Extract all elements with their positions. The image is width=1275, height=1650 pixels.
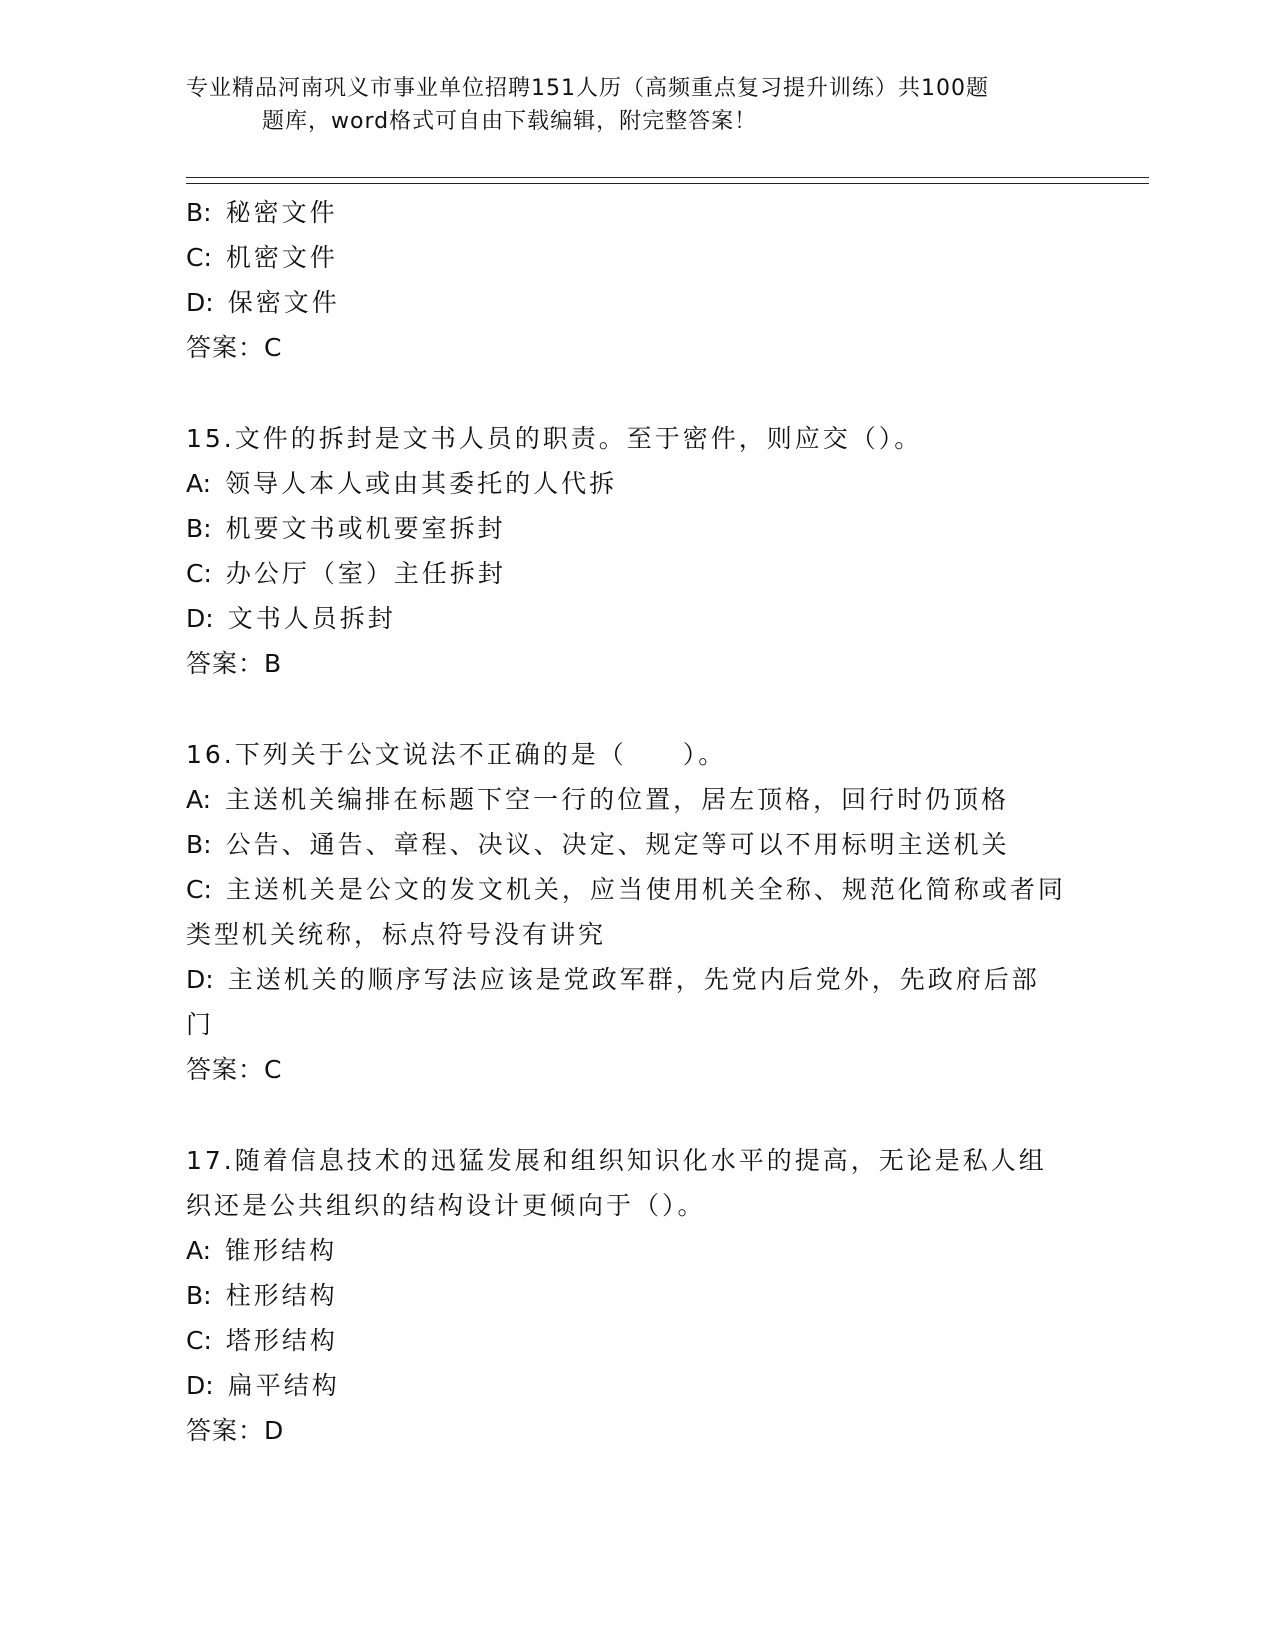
option-d: D: 文书人员拆封 xyxy=(186,604,396,633)
option-d: D: 保密文件 xyxy=(186,288,340,317)
spacer xyxy=(186,1092,1066,1138)
spacer xyxy=(186,370,1066,416)
spacer xyxy=(186,686,1066,732)
question-block-15 xyxy=(186,416,1066,686)
answer: 答案：D xyxy=(186,1416,285,1445)
question-text: 15.文件的拆封是文书人员的职责。至于密件，则应交（）。 xyxy=(186,424,923,453)
question-text: 17.随着信息技术的迅猛发展和组织知识化水平的提高，无论是私人组织还是公共组织的结构设计更倾向于（）。 xyxy=(186,1146,1047,1220)
question-list xyxy=(186,190,1066,1453)
question-text: 16.下列关于公文说法不正确的是（ ）。 xyxy=(186,740,727,769)
option-a: A: 主送机关编排在标题下空一行的位置，居左顶格，回行时仍顶格 xyxy=(186,785,1010,814)
option-b: B: 机要文书或机要室拆封 xyxy=(186,514,506,543)
option-b: B: 公告、通告、章程、决议、决定、规定等可以不用标明主送机关 xyxy=(186,830,1010,859)
header-divider-bottom xyxy=(186,183,1149,184)
option-b: B: 柱形结构 xyxy=(186,1281,338,1310)
option-a: A: 领导人本人或由其委托的人代拆 xyxy=(186,469,618,498)
option-c: C: 机密文件 xyxy=(186,243,338,272)
option-b: B: 秘密文件 xyxy=(186,198,338,227)
document-header xyxy=(186,72,1086,138)
option-d: D: 扁平结构 xyxy=(186,1371,340,1400)
answer: 答案：C xyxy=(186,1055,283,1084)
option-a: A: 锥形结构 xyxy=(186,1236,338,1265)
option-c: C: 主送机关是公文的发文机关，应当使用机关全称、规范化简称或者同类型机关统称，标点符号没有讲究 xyxy=(186,875,1066,949)
option-d: D: 主送机关的顺序写法应该是党政军群，先党内后党外，先政府后部门 xyxy=(186,965,1040,1039)
header-title-line-2: 题库，word格式可自由下载编辑，附完整答案！ xyxy=(262,109,758,134)
header-divider-top xyxy=(186,177,1149,178)
question-block-17 xyxy=(186,1138,1066,1453)
header-title-line-1: 专业精品河南巩义市事业单位招聘151人历（高频重点复习提升训练）共100题 xyxy=(186,76,989,101)
answer: 答案：B xyxy=(186,649,283,678)
question-block-16 xyxy=(186,732,1066,1092)
question-block-14-continued xyxy=(186,190,1066,370)
answer: 答案：C xyxy=(186,333,283,362)
option-c: C: 办公厅（室）主任拆封 xyxy=(186,559,506,588)
option-c: C: 塔形结构 xyxy=(186,1326,338,1355)
